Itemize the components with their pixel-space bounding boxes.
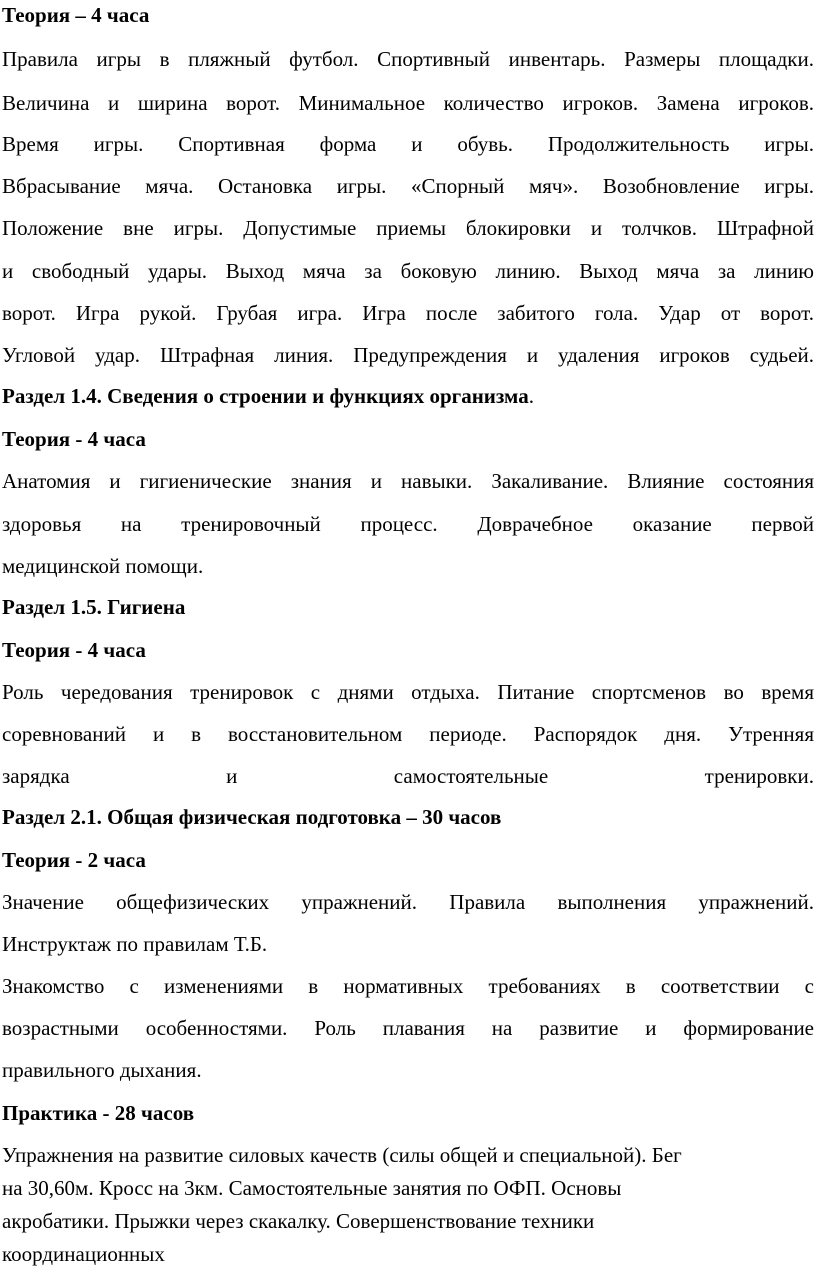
paragraph-line: Положение вне игры. Допустимые приемы блокировки и толчков. Штрафной — [2, 216, 814, 240]
paragraph-line: на 30,60м. Кросс на 3км. Самостоятельные занятия по ОФП. Основы — [2, 1176, 622, 1200]
paragraph-line: зарядка и самостоятельные тренировки. — [2, 764, 814, 788]
paragraph-line: координационных — [2, 1242, 165, 1266]
section-title-suffix: . — [528, 384, 534, 408]
paragraph-line: Значение общефизических упражнений. Правила выполнения упражнений. — [2, 890, 814, 914]
theory-heading-1-4: Теория - 4 часа — [2, 427, 146, 451]
paragraph-line: Вбрасывание мяча. Остановка игры. «Спорный мяч». Возобновление игры. — [2, 174, 814, 198]
paragraph-line: Угловой удар. Штрафная линия. Предупреждения и удаления игроков судьей. — [2, 343, 814, 367]
theory-heading-1-3: Теория – 4 часа — [2, 3, 150, 27]
theory-heading-1-5: Теория - 4 часа — [2, 638, 146, 662]
section-title-2-1: Раздел 2.1. Общая физическая подготовка – 30 часов — [2, 805, 502, 829]
section-title-1-5: Раздел 1.5. Гигиена — [2, 595, 186, 619]
paragraph-line: соревнований и в восстановительном периоде. Распорядок дня. Утренняя — [2, 722, 814, 746]
section-title-text: Раздел 1.4. Сведения о строении и функциях организма — [2, 384, 529, 408]
paragraph-line: Упражнения на развитие силовых качеств (силы общей и специальной). Бег — [2, 1143, 682, 1167]
paragraph-line: правильного дыхания. — [2, 1058, 202, 1082]
paragraph-line: Время игры. Спортивная форма и обувь. Продолжительность игры. — [2, 132, 814, 156]
paragraph-line: и свободный удары. Выход мяча за боковую линию. Выход мяча за линию — [2, 259, 814, 283]
paragraph-line: Инструктаж по правилам Т.Б. — [2, 932, 268, 956]
paragraph-line: Правила игры в пляжный футбол. Спортивный инвентарь. Размеры площадки. — [2, 47, 814, 71]
paragraph-line: Анатомия и гигиенические знания и навыки. Закаливание. Влияние состояния — [2, 469, 814, 493]
practice-heading-2-1: Практика - 28 часов — [2, 1101, 195, 1125]
paragraph-line: Величина и ширина ворот. Минимальное количество игроков. Замена игроков. — [2, 91, 814, 115]
paragraph-line: Роль чередования тренировок с днями отдыха. Питание спортсменов во время — [2, 680, 814, 704]
paragraph-line: ворот. Игра рукой. Грубая игра. Игра после забитого гола. Удар от ворот. — [2, 301, 814, 325]
paragraph-line: Знакомство с изменениями в нормативных требованиях в соответствии с — [2, 974, 814, 998]
paragraph-line: медицинской помощи. — [2, 554, 204, 578]
paragraph-line: возрастными особенностями. Роль плавания на развитие и формирование — [2, 1016, 814, 1040]
paragraph-line: акробатики. Прыжки через скакалку. Совершенствование техники — [2, 1209, 595, 1233]
paragraph-line: здоровья на тренировочный процесс. Доврачебное оказание первой — [2, 512, 814, 536]
section-title-1-4 — [2, 381, 814, 411]
theory-heading-2-1: Теория - 2 часа — [2, 848, 146, 872]
